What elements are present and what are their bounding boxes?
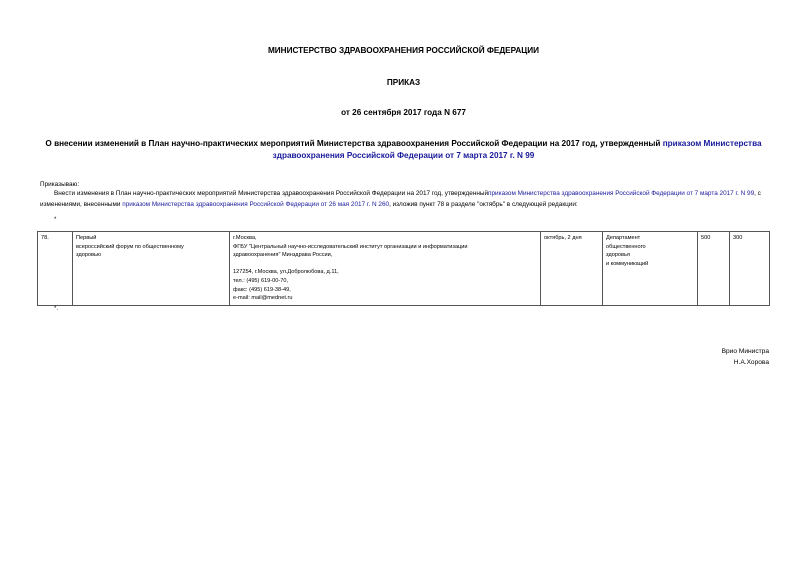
link-order-99[interactable]: приказом Министерства здравоохранения Российской Федерации от 7 марта 2017 г. N 99 bbox=[488, 190, 755, 197]
cell-department: Департамент общественного здоровья и коммуникаций bbox=[603, 232, 698, 306]
ministry-heading: МИНИСТЕРСТВО ЗДРАВООХРАНЕНИЯ РОССИЙСКОЙ ФЕДЕРАЦИИ bbox=[267, 46, 540, 55]
title-link-order-99[interactable]: приказом Министерства здравоохранения Российской Федерации от 7 марта 2017 г. N 99 bbox=[272, 139, 762, 160]
instruction-text-1: Внести изменения в План научно-практических мероприятий Министерства здравоохранения Российской Федерации на 2017 год, утвержденный bbox=[54, 190, 489, 197]
signature-name: Н.А.Хорова bbox=[733, 359, 769, 366]
footnote-star-bottom: *. bbox=[54, 306, 59, 312]
instruction-text-3: , изложив пункт 78 в разделе "октябрь" в следующей редакции: bbox=[389, 201, 578, 208]
order-date: от 26 сентября 2017 года N 677 bbox=[341, 108, 466, 117]
instruction-text-2: , с изменениями, внесенными bbox=[40, 190, 761, 208]
signature-title: Врио Министра bbox=[721, 348, 769, 355]
cell-value-2: 300 bbox=[730, 232, 770, 306]
orders-label: Приказываю: bbox=[40, 181, 80, 188]
footnote-star-top: * bbox=[54, 217, 57, 223]
cell-venue: г.Москва, ФГБУ "Центральный научно-исследовательский институт организации и информатизации здравоохранения" Минздрава России, 127254, г.Москва, ул.Добролюбова, д.11, тел.: (495) 619-00-70, факс: (495) 619-38-49, e-mail: mail@mednet.ru bbox=[230, 232, 541, 306]
instruction-paragraph bbox=[40, 188, 770, 210]
table-row bbox=[38, 232, 770, 306]
cell-number: 78. bbox=[38, 232, 73, 306]
order-label: ПРИКАЗ bbox=[386, 78, 421, 87]
document-title bbox=[40, 138, 767, 162]
cell-value-1: 500 bbox=[698, 232, 730, 306]
plan-table bbox=[37, 231, 770, 306]
title-text: О внесении изменений в План научно-практических мероприятий Министерства здравоохранения Российской Федерации на 2017 год, утвержденный bbox=[45, 139, 663, 148]
cell-date: октябрь, 2 дня bbox=[541, 232, 603, 306]
cell-event: Первый всероссийский форум по общественному здоровью bbox=[73, 232, 230, 306]
link-order-260[interactable]: приказом Министерства здравоохранения Российской Федерации от 26 мая 2017 г. N 260 bbox=[122, 201, 390, 208]
